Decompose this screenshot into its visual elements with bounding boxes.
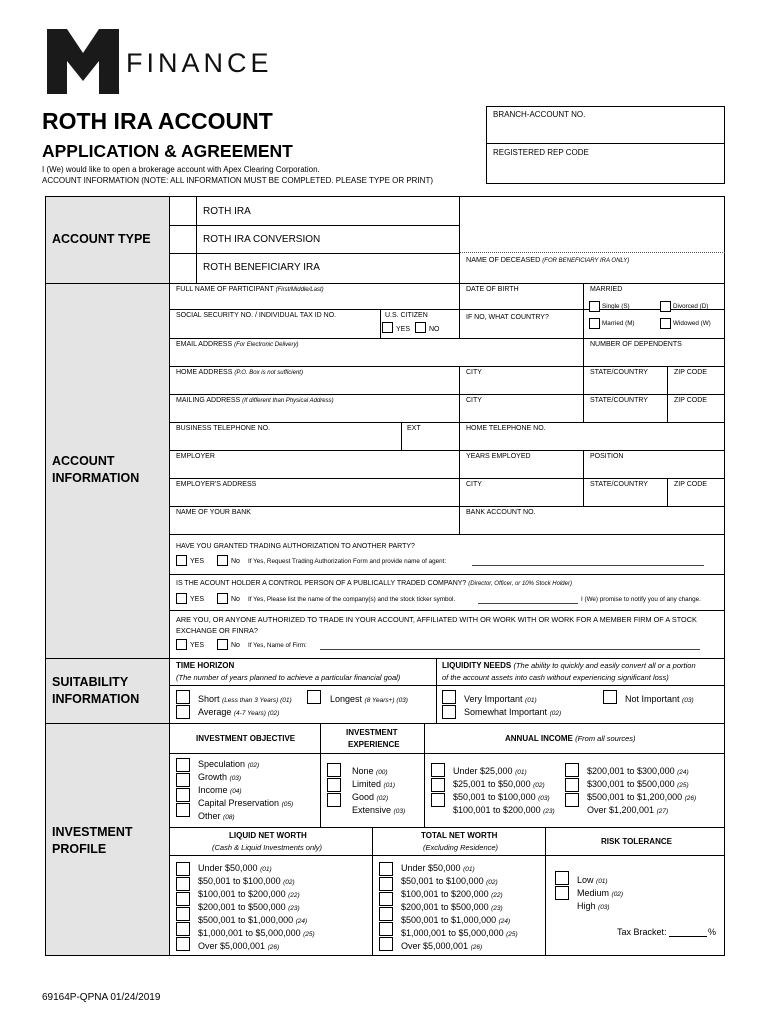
years-employed-label: YEARS EMPLOYED <box>466 453 531 460</box>
what-country-label: IF NO, WHAT COUNTRY? <box>466 314 549 321</box>
trading-auth-yes-label: YES <box>190 558 205 565</box>
risk-tolerance-header: RISK TOLERANCE <box>601 837 672 846</box>
somewhat-important-checkbox[interactable] <box>442 705 456 719</box>
citizen-yes-checkbox[interactable] <box>382 322 393 333</box>
investment-objective-header: INVESTMENT OBJECTIVE <box>196 734 296 743</box>
widowed-checkbox[interactable] <box>660 318 671 329</box>
form-code: 69164P-QPNA 01/24/2019 <box>42 992 161 1003</box>
account-info-label-1: ACCOUNT <box>52 454 115 468</box>
income-500k-1200k-checkbox[interactable] <box>565 793 579 807</box>
home-phone-label: HOME TELEPHONE NO. <box>466 425 546 432</box>
intro-note: ACCOUNT INFORMATION (NOTE: ALL INFORMATION MUST BE COMPLETED. PLEASE TYPE OR PRINT) <box>42 176 434 185</box>
employer-zip-input[interactable] <box>668 490 724 505</box>
bank-account-label: BANK ACCOUNT NO. <box>466 509 536 516</box>
income-under-25k-checkbox[interactable] <box>431 763 445 777</box>
objective-capital-preservation: Capital Preservation (05) <box>198 798 294 808</box>
position-label: POSITION <box>590 453 624 460</box>
total-worth-under-50k-checkbox[interactable] <box>379 862 393 876</box>
suitability-label-2: INFORMATION <box>52 692 140 706</box>
total-worth-200k-500k-checkbox[interactable] <box>379 907 393 921</box>
home-zip-label: ZIP CODE <box>674 369 707 376</box>
full-name-input[interactable] <box>170 294 458 308</box>
tax-bracket-label: Tax Bracket: <box>617 927 667 937</box>
single-option: Single (S) <box>602 303 630 310</box>
ext-label: EXT <box>407 425 421 432</box>
citizen-yes-label: YES <box>396 326 411 333</box>
liquidity-note: of the account assets into cash without experiencing significant loss) <box>442 673 669 682</box>
mailing-city-label: CITY <box>466 397 482 404</box>
deceased-input[interactable] <box>460 265 724 282</box>
income-checkbox[interactable] <box>176 788 190 802</box>
mailing-zip-input[interactable] <box>668 406 724 421</box>
investment-profile-label-2: PROFILE <box>52 842 107 856</box>
experience-limited: Limited (01) <box>352 779 396 789</box>
branch-account-label: BRANCH-ACCOUNT NO. <box>493 110 586 119</box>
short-checkbox[interactable] <box>176 690 190 704</box>
longest-option: Longest (8 Years+) (03) <box>330 694 408 704</box>
liquid-worth-1m-5m-checkbox[interactable] <box>176 937 190 951</box>
liquid-worth-option: $200,001 to $500,000 (23) <box>198 902 300 912</box>
member-firm-yes-checkbox[interactable] <box>176 639 187 650</box>
years-employed-input[interactable] <box>460 462 582 477</box>
control-person-instructions: If Yes, Please list the name of the company(s) and the stock ticker symbol. <box>248 596 456 603</box>
business-phone-label: BUSINESS TELEPHONE NO. <box>176 425 271 432</box>
account-type-label: ACCOUNT TYPE <box>52 232 151 246</box>
total-worth-option: Under $50,000 (01) <box>401 863 475 873</box>
dotted-divider <box>460 252 725 253</box>
dob-label: DATE OF BIRTH <box>466 286 519 293</box>
liquid-worth-option: Under $50,000 (01) <box>198 863 272 873</box>
bank-account-input[interactable] <box>460 518 724 533</box>
employer-state-input[interactable] <box>584 490 666 505</box>
risk-medium: Medium (02) <box>577 888 624 898</box>
married-checkbox[interactable] <box>589 318 600 329</box>
total-worth-option: $200,001 to $500,000 (23) <box>401 902 503 912</box>
employer-address-input[interactable] <box>170 490 458 505</box>
not-important-option: Not Important (03) <box>625 694 694 704</box>
investment-experience-header-1: INVESTMENT <box>346 728 398 737</box>
investment-experience-header-2: EXPERIENCE <box>348 740 400 749</box>
member-firm-question-2: EXCHANGE OR FINRA? <box>176 626 258 635</box>
total-worth-100k-200k-checkbox[interactable] <box>379 892 393 906</box>
total-worth-50k-100k-checkbox[interactable] <box>379 877 393 891</box>
page-subtitle: APPLICATION & AGREEMENT <box>42 141 293 161</box>
liquid-worth-under-50k-checkbox[interactable] <box>176 862 190 876</box>
company-ticker-line[interactable] <box>478 603 578 604</box>
ssn-label: SOCIAL SECURITY NO. / INDIVIDUAL TAX ID NO. <box>176 312 337 319</box>
citizen-no-label: NO <box>429 326 440 333</box>
trading-auth-yes-checkbox[interactable] <box>176 555 187 566</box>
full-name-label: FULL NAME OF PARTICIPANT (First/Middle/Last) <box>176 286 324 293</box>
liquid-worth-option: $100,001 to $200,000 (22) <box>198 889 300 899</box>
liquid-worth-50k-100k-checkbox[interactable] <box>176 877 190 891</box>
speculation-checkbox[interactable] <box>176 758 190 772</box>
mailing-city-input[interactable] <box>460 406 582 421</box>
home-state-label: STATE/COUNTRY <box>590 369 648 376</box>
total-net-worth-note: (Excluding Residence) <box>423 843 499 852</box>
objective-other: Other (08) <box>198 811 235 821</box>
short-option: Short (Less than 3 Years) (01) <box>198 694 292 704</box>
somewhat-important-option: Somewhat Important (02) <box>464 707 562 717</box>
divorced-checkbox[interactable] <box>660 301 671 312</box>
tax-bracket-input[interactable] <box>669 925 707 937</box>
investment-profile-label-1: INVESTMENT <box>52 825 133 839</box>
income-over-1200k: Over $1,200,001 (27) <box>587 805 669 815</box>
income-under-25k: Under $25,000 (01) <box>453 766 527 776</box>
not-important-checkbox[interactable] <box>603 690 617 704</box>
mailing-address-input[interactable] <box>170 406 458 421</box>
risk-low: Low (01) <box>577 875 608 885</box>
average-option: Average (4-7 Years) (02) <box>198 707 280 717</box>
annual-income-header: ANNUAL INCOME (From all sources) <box>505 734 636 743</box>
income-300k-500k: $300,001 to $500,000 (25) <box>587 779 689 789</box>
dependents-label: NUMBER OF DEPENDENTS <box>590 341 682 348</box>
roth-conversion-option: ROTH IRA CONVERSION <box>203 234 321 245</box>
liquid-net-worth-note: (Cash & Liquid Investments only) <box>212 843 323 852</box>
control-person-yes-label: YES <box>190 596 205 603</box>
mailing-state-label: STATE/COUNTRY <box>590 397 648 404</box>
experience-limited-checkbox[interactable] <box>327 778 341 792</box>
notify-change-text: I (We) promise to notify you of any change. <box>581 596 701 603</box>
married-label: MARRIED <box>590 286 623 293</box>
liquid-net-worth-header: LIQUID NET WORTH <box>229 831 307 840</box>
bank-name-label: NAME OF YOUR BANK <box>176 509 251 516</box>
growth-checkbox[interactable] <box>176 773 190 787</box>
liquidity-header: LIQUIDITY NEEDS (The ability to quickly and easily convert all or a portion <box>442 661 696 670</box>
objective-income: Income (04) <box>198 785 242 795</box>
brand-name: FINANCE <box>126 48 273 78</box>
control-person-no-label: No <box>231 596 240 603</box>
home-zip-input[interactable] <box>668 378 724 393</box>
average-checkbox[interactable] <box>176 705 190 719</box>
very-important-checkbox[interactable] <box>442 690 456 704</box>
time-horizon-note: (The number of years planned to achieve a particular financial goal) <box>176 673 401 682</box>
income-25k-50k: $25,001 to $50,000 (02) <box>453 779 545 789</box>
experience-good-checkbox[interactable] <box>327 793 341 807</box>
income-200k-300k-checkbox[interactable] <box>565 763 579 777</box>
roth-beneficiary-option: ROTH BENEFICIARY IRA <box>203 262 320 273</box>
member-firm-yes-label: YES <box>190 642 205 649</box>
roth-ira-option: ROTH IRA <box>203 206 251 217</box>
us-citizen-label: U.S. CITIZEN <box>385 312 428 319</box>
income-50k-100k-checkbox[interactable] <box>431 793 445 807</box>
objective-speculation: Speculation (02) <box>198 759 260 769</box>
m-logo-icon <box>47 29 119 94</box>
position-input[interactable] <box>584 462 724 477</box>
liquid-worth-100k-200k-checkbox[interactable] <box>176 892 190 906</box>
mailing-state-input[interactable] <box>584 406 666 421</box>
roth-conversion-checkbox[interactable] <box>171 226 195 252</box>
total-worth-option: Over $5,000,001 (26) <box>401 941 483 951</box>
employer-state-label: STATE/COUNTRY <box>590 481 648 488</box>
income-25k-50k-checkbox[interactable] <box>431 778 445 792</box>
suitability-label-1: SUITABILITY <box>52 675 129 689</box>
risk-low-checkbox[interactable] <box>555 871 569 885</box>
income-50k-100k: $50,001 to $100,000 (03) <box>453 792 550 802</box>
mailing-zip-label: ZIP CODE <box>674 397 707 404</box>
total-worth-option: $50,001 to $100,000 (02) <box>401 876 498 886</box>
employer-city-input[interactable] <box>460 490 582 505</box>
business-phone-input[interactable] <box>170 434 400 449</box>
roth-beneficiary-checkbox[interactable] <box>171 254 195 282</box>
experience-none: None (00) <box>352 766 388 776</box>
control-person-question: IS THE ACOUNT HOLDER A CONTROL PERSON OF A PUBLICALLY TRADED COMPANY? (Director, Officer, or 10% Stock Holder) <box>176 580 572 587</box>
home-phone-input[interactable] <box>460 434 724 449</box>
trading-auth-instructions: If Yes, Request Trading Authorization Form and provide name of agent: <box>248 558 447 565</box>
total-worth-option: $100,001 to $200,000 (22) <box>401 889 503 899</box>
liquid-worth-500k-1m-checkbox[interactable] <box>176 922 190 936</box>
dob-input[interactable] <box>460 294 582 308</box>
branch-account-input[interactable] <box>487 120 724 142</box>
risk-high: High (03) <box>577 901 610 911</box>
liquid-worth-200k-500k-checkbox[interactable] <box>176 907 190 921</box>
total-worth-option: $1,000,001 to $5,000,000 (25) <box>401 928 518 938</box>
income-200k-300k: $200,001 to $300,000 (24) <box>587 766 689 776</box>
bank-name-input[interactable] <box>170 518 458 533</box>
member-firm-instructions: If Yes, Name of Firm: <box>248 642 307 649</box>
mailing-address-label: MAILING ADDRESS (If different than Physical Address) <box>176 397 334 404</box>
objective-growth: Growth (03) <box>198 772 242 782</box>
very-important-option: Very Important (01) <box>464 694 537 704</box>
capital-preservation-checkbox[interactable] <box>176 803 190 817</box>
total-net-worth-header: TOTAL NET WORTH <box>421 831 498 840</box>
agent-name-line[interactable] <box>472 565 704 566</box>
rep-code-input[interactable] <box>487 158 724 183</box>
intro-text: I (We) would like to open a brokerage account with Apex Clearing Corporation. <box>42 165 320 174</box>
experience-none-checkbox[interactable] <box>327 763 341 777</box>
total-worth-option: $500,001 to $1,000,000 (24) <box>401 915 511 925</box>
married-option: Married (M) <box>602 320 635 327</box>
employer-address-label: EMPLOYER'S ADDRESS <box>176 481 257 488</box>
income-500k-1200k: $500,001 to $1,200,000 (26) <box>587 792 697 802</box>
page-title: ROTH IRA ACCOUNT <box>42 108 273 134</box>
home-address-label: HOME ADDRESS (P.O. Box is not sufficient) <box>176 369 303 376</box>
divorced-option: Divorced (D) <box>673 303 709 310</box>
member-firm-no-checkbox[interactable] <box>217 639 228 650</box>
home-city-input[interactable] <box>460 378 582 393</box>
trading-auth-no-checkbox[interactable] <box>217 555 228 566</box>
widowed-option: Widowed (W) <box>673 320 711 327</box>
total-worth-500k-1m-checkbox[interactable] <box>379 922 393 936</box>
ssn-input[interactable] <box>170 321 379 337</box>
ext-input[interactable] <box>402 434 458 449</box>
income-100k-200k: $100,001 to $200,000 (23) <box>453 805 555 815</box>
email-label: EMAIL ADDRESS (For Electronic Delivery) <box>176 341 299 348</box>
trading-authorization-question: HAVE YOU GRANTED TRADING AUTHORIZATION TO ANOTHER PARTY? <box>176 543 415 550</box>
time-horizon-header: TIME HORIZON <box>176 661 235 670</box>
dependents-input[interactable] <box>584 350 724 365</box>
income-300k-500k-checkbox[interactable] <box>565 778 579 792</box>
total-worth-1m-5m-checkbox[interactable] <box>379 937 393 951</box>
firm-name-line[interactable] <box>320 649 700 650</box>
experience-extensive: Extensive (03) <box>352 805 406 815</box>
control-person-no-checkbox[interactable] <box>217 593 228 604</box>
employer-city-label: CITY <box>466 481 482 488</box>
deceased-label: NAME OF DECEASED (FOR BENEFICIARY IRA ONLY) <box>466 255 630 264</box>
company-logo <box>47 29 119 94</box>
home-city-label: CITY <box>466 369 482 376</box>
control-person-yes-checkbox[interactable] <box>176 593 187 604</box>
home-state-input[interactable] <box>584 378 666 393</box>
liquid-worth-option: Over $5,000,001 (26) <box>198 941 280 951</box>
trading-auth-no-label: No <box>231 558 240 565</box>
member-firm-no-label: No <box>231 642 240 649</box>
citizen-no-checkbox[interactable] <box>415 322 426 333</box>
member-firm-question-1: ARE YOU, OR ANYONE AUTHORIZED TO TRADE IN YOUR ACCOUNT, AFFILIATED WITH OR WORK WITH OR WORK FOR A MEMBER FIRM OF A STOCK <box>176 615 697 624</box>
rep-code-label: REGISTERED REP CODE <box>493 148 589 157</box>
employer-zip-label: ZIP CODE <box>674 481 707 488</box>
experience-good: Good (02) <box>352 792 389 802</box>
home-address-input[interactable] <box>170 378 458 393</box>
liquid-worth-option: $500,001 to $1,000,000 (24) <box>198 915 308 925</box>
employer-label: EMPLOYER <box>176 453 215 460</box>
percent-sign: % <box>708 927 717 937</box>
employer-input[interactable] <box>170 462 458 477</box>
liquid-worth-option: $1,000,001 to $5,000,000 (25) <box>198 928 315 938</box>
account-info-label-2: INFORMATION <box>52 471 140 485</box>
single-checkbox[interactable] <box>589 301 600 312</box>
country-input[interactable] <box>460 323 582 337</box>
roth-ira-checkbox[interactable] <box>171 198 195 224</box>
email-input[interactable] <box>170 350 582 365</box>
liquid-worth-option: $50,001 to $100,000 (02) <box>198 876 295 886</box>
longest-checkbox[interactable] <box>307 690 321 704</box>
risk-medium-checkbox[interactable] <box>555 886 569 900</box>
